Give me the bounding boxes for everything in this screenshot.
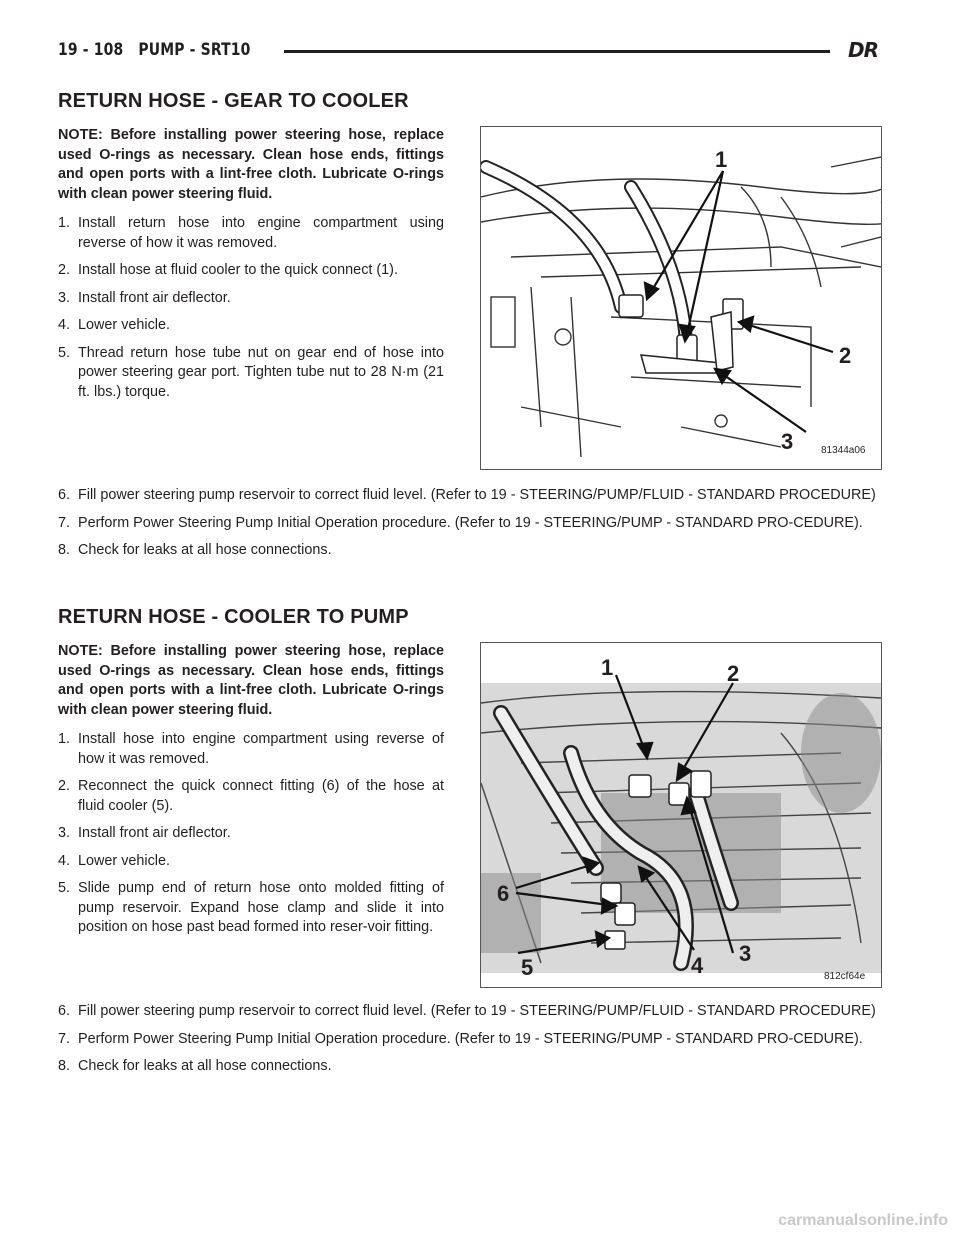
callout-3: 3 bbox=[739, 941, 752, 966]
section2-step-list bbox=[58, 730, 444, 938]
callout-5: 5 bbox=[521, 955, 534, 980]
section2-note: NOTE: Before installing power steering hose, replace used O-rings as necessary. Clean hose ends, fittings and open ports with a lint-free cloth. Lubricate O-rings with clean power steering fluid. bbox=[58, 643, 444, 718]
list-item: 2. Install hose at fluid cooler to the quick connect (1). bbox=[58, 262, 398, 278]
list-item: 7. Perform Power Steering Pump Initial Operation procedure. (Refer to 19 - STEERING/PUMP - STANDARD PRO-CEDURE). bbox=[58, 1030, 863, 1047]
figure-cooler-to-pump bbox=[480, 642, 882, 988]
watermark: carmanualsonline.info bbox=[778, 1212, 948, 1229]
header-rule bbox=[284, 50, 830, 53]
section1-note: NOTE: Before installing power steering hose, replace used O-rings as necessary. Clean hose ends, fittings and open ports with a lint-free cloth. Lubricate O-rings with clean power steering fluid. bbox=[58, 127, 444, 202]
model-code: DR bbox=[847, 38, 878, 62]
list-item: 8. Check for leaks at all hose connections. bbox=[58, 542, 332, 558]
list-item: 4. Lower vehicle. bbox=[58, 317, 170, 333]
figure-illustration bbox=[481, 127, 881, 469]
list-item: 6. Fill power steering pump reservoir to correct fluid level. (Refer to 19 - STEERING/PUMP/FLUID - STANDARD PROCEDURE) bbox=[58, 1003, 876, 1019]
section2-step-list-continued bbox=[58, 1002, 880, 1077]
list-item: 2. Reconnect the quick connect fitting (6) of the hose at fluid cooler (5). bbox=[58, 778, 444, 814]
page-reference: 19 - 108 PUMP - SRT10 bbox=[58, 40, 251, 60]
section1-step-list bbox=[58, 214, 444, 402]
callout-3: 3 bbox=[781, 429, 794, 454]
figure-illustration bbox=[481, 643, 881, 987]
callout-6: 6 bbox=[497, 881, 510, 906]
list-item: 7. Perform Power Steering Pump Initial Operation procedure. (Refer to 19 - STEERING/PUMP - STANDARD PRO-CEDURE). bbox=[58, 514, 863, 531]
list-item: 6. Fill power steering pump reservoir to correct fluid level. (Refer to 19 - STEERING/PUMP/FLUID - STANDARD PROCEDURE) bbox=[58, 487, 876, 503]
figure-gear-to-cooler bbox=[480, 126, 882, 470]
section2-left-column bbox=[58, 642, 444, 946]
list-item: 3. Install front air deflector. bbox=[58, 825, 231, 841]
section1-step-list-continued bbox=[58, 486, 880, 561]
list-item: 1. Install hose into engine compartment using reverse of how it was removed. bbox=[58, 731, 444, 767]
section2-full-width-steps bbox=[58, 1002, 880, 1085]
callout-2: 2 bbox=[839, 343, 852, 368]
section-title-cooler-to-pump: RETURN HOSE - COOLER TO PUMP bbox=[58, 606, 409, 628]
callout-2: 2 bbox=[727, 661, 740, 686]
callout-1: 1 bbox=[715, 147, 728, 172]
list-item: 5. Slide pump end of return hose onto molded fitting of pump reservoir. Expand hose clamp and slide it into position on hose past bead formed into reser-voir fitting. bbox=[58, 880, 444, 935]
page-header bbox=[58, 38, 878, 66]
figure-id: 812cf64e bbox=[824, 971, 866, 982]
list-item: 4. Lower vehicle. bbox=[58, 852, 170, 869]
list-item: 1. Install return hose into engine compartment using reverse of how it was removed. bbox=[58, 215, 444, 251]
callout-1: 1 bbox=[601, 655, 614, 680]
list-item: 8. Check for leaks at all hose connections. bbox=[58, 1058, 332, 1074]
section-title-gear-to-cooler: RETURN HOSE - GEAR TO COOLER bbox=[58, 90, 409, 112]
list-item: 5. Thread return hose tube nut on gear end of hose into power steering gear port. Tighten tube nut to 28 N·m (21 ft. lbs.) torque. bbox=[58, 344, 444, 400]
section1-full-width-steps bbox=[58, 486, 880, 569]
figure-id: 81344a06 bbox=[821, 445, 866, 456]
callout-4: 4 bbox=[691, 953, 704, 978]
section1-left-column bbox=[58, 126, 444, 410]
list-item: 3. Install front air deflector. bbox=[58, 289, 231, 306]
